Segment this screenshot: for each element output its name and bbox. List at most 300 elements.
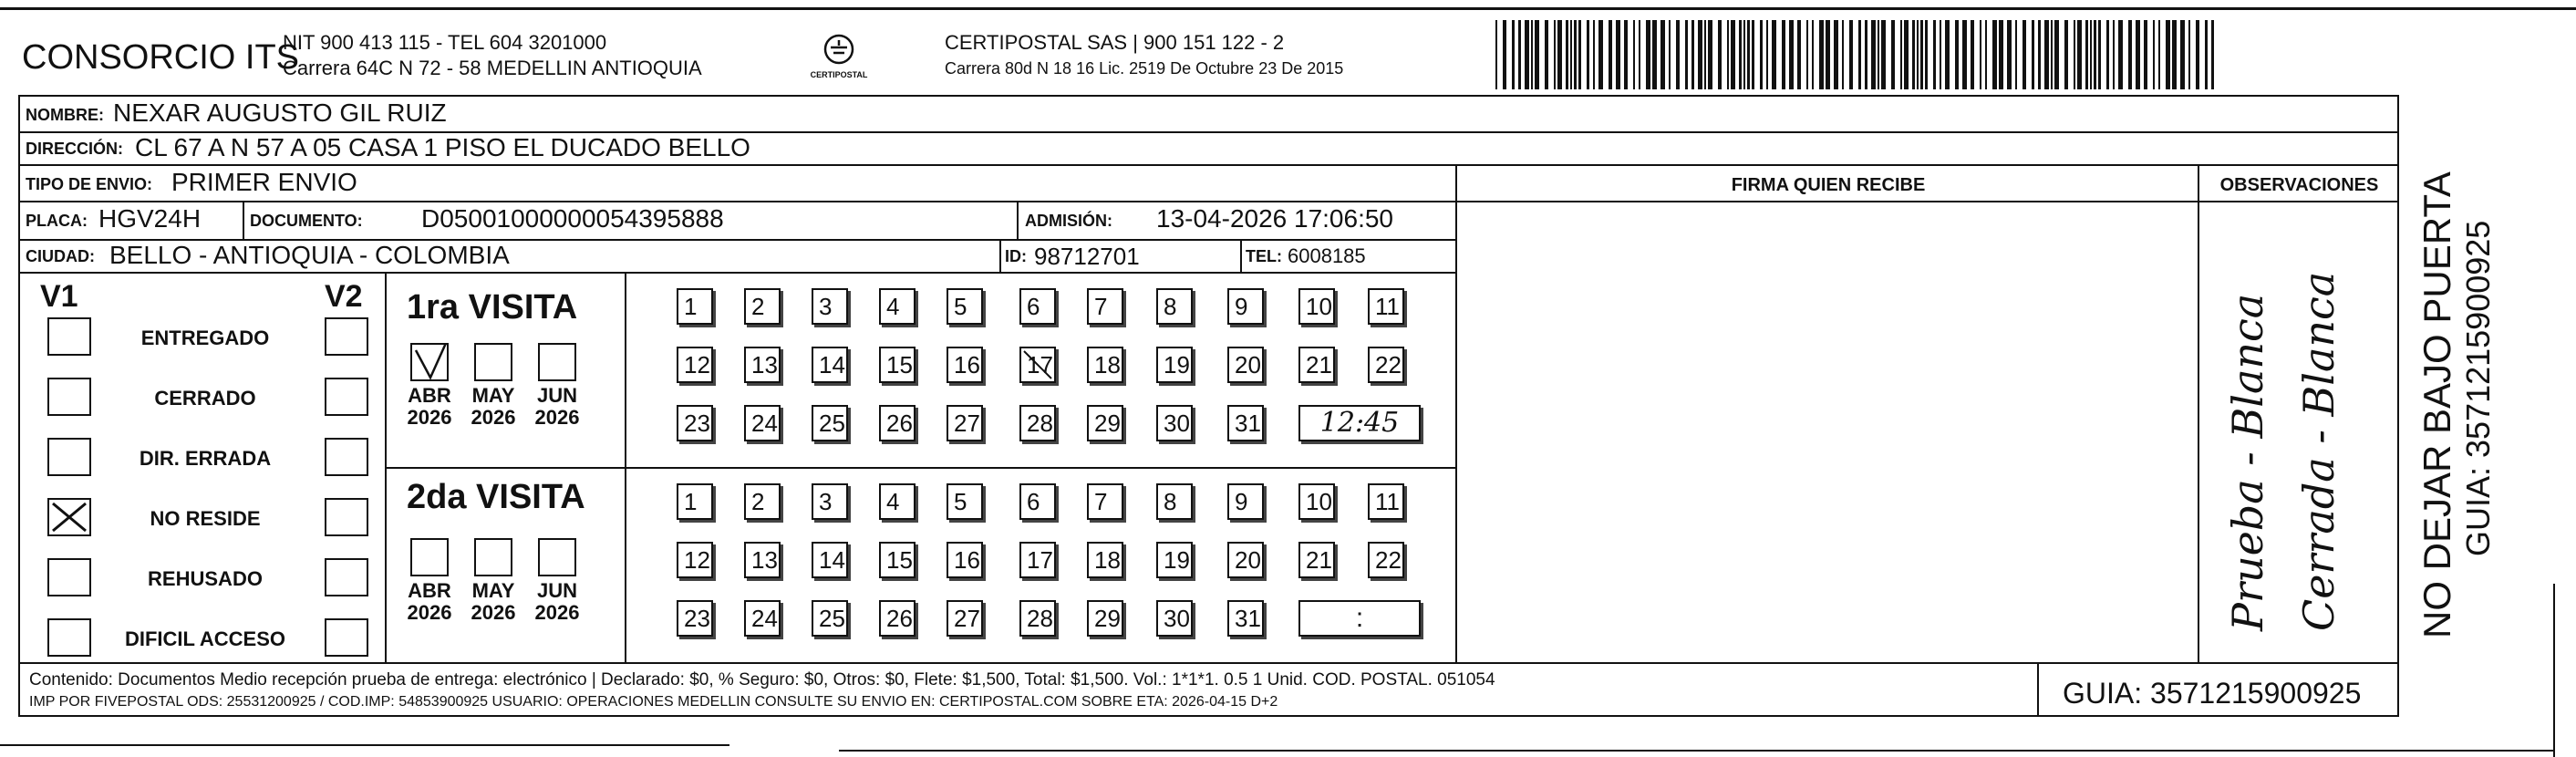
second-day-number: 31 [1235,605,1261,632]
second-day-box[interactable] [1227,600,1264,637]
barcode-bar [2113,20,2115,89]
first-day-number: 8 [1164,293,1177,320]
row-line [385,467,1455,469]
first-day-number: 5 [954,293,967,320]
first-day-box[interactable] [1368,288,1404,325]
barcode-bar [1531,20,1533,89]
footer-imp: IMP POR FIVEPOSTAL ODS: 25531200925 / COD.IMP: 54853900925 USUARIO: OPERACIONES MEDELLIN CONSULTE SU ENVIO EN: CERTIPOSTAL.COM SOBRE ETA: 2026-04-15 D+2 [29,694,1278,710]
first-day-number: 13 [751,351,778,378]
barcode-bar [1912,20,1915,89]
second-day-box[interactable] [1298,483,1335,520]
admision-value: 13-04-2026 17:06:50 [1156,204,1393,233]
v2-checkbox[interactable] [325,558,368,596]
second-day-number: 28 [1027,605,1053,632]
second-day-number: 5 [954,488,967,515]
barcode-bar [2196,20,2199,89]
second-day-number: 18 [1094,546,1121,574]
barcode-bar [1797,20,1801,89]
second-day-box[interactable] [879,542,916,578]
observaciones-label: OBSERVACIONES [2219,175,2379,195]
barcode-bar [1676,20,1680,89]
second-day-box[interactable] [677,600,713,637]
barcode-bar [1660,20,1665,89]
barcode-bar [1593,20,1595,89]
first-day-number: 28 [1027,410,1053,437]
second-day-box[interactable] [1156,600,1193,637]
barcode-bar [2064,20,2068,89]
barcode-bar [1587,20,1589,89]
row-line [18,272,1455,274]
second-day-box[interactable] [1087,483,1123,520]
barcode-bar [2038,20,2041,89]
placa-label: PLACA: [26,212,88,230]
x-mark-icon [49,500,89,534]
top-border [0,7,2576,10]
barcode-bar [2188,20,2190,89]
second-day-box[interactable] [947,542,983,578]
first-day-box[interactable] [812,405,848,441]
barcode-bar [1704,20,1706,89]
first-day-number: 11 [1375,293,1400,320]
second-month-name: MAY [471,579,515,602]
second-day-box[interactable] [1368,542,1404,578]
second-day-number: 29 [1094,605,1121,632]
side-no-dejar: NO DEJAR BAJO PUERTA [2416,171,2458,638]
company-nit: NIT 900 413 115 - TEL 604 3201000 [283,31,607,54]
barcode-bar [2180,20,2185,89]
second-day-number: 4 [886,488,900,515]
status-label: REHUSADO [148,567,263,590]
second-day-box[interactable] [879,600,916,637]
barcode-bar [1971,20,1974,89]
first-day-box[interactable] [1156,347,1193,383]
second-month-year: 2026 [471,601,516,624]
barcode-bar [1789,20,1794,89]
barcode-bar [2158,20,2160,89]
barcode-bar [2085,20,2088,89]
barcode-bar [2007,20,2012,89]
second-month-year: 2026 [534,601,580,624]
barcode-bar [1698,20,1702,89]
barcode-bar [1633,20,1635,89]
first-day-number: 9 [1235,293,1248,320]
second-day-number: 30 [1164,605,1190,632]
second-day-box[interactable] [744,600,781,637]
first-day-box[interactable] [1227,288,1264,325]
second-month-checkbox[interactable] [538,538,576,576]
barcode-bar [1718,20,1722,89]
v2-checkbox[interactable] [325,317,368,356]
second-day-box[interactable] [1087,600,1123,637]
second-day-number: 7 [1094,488,1108,515]
tel-value: 6008185 [1288,244,1366,267]
barcode-bar [1940,20,1941,89]
barcode-bar [1992,20,1997,89]
barcode-bar [1819,20,1824,89]
logo-text: CERTIPOSTAL [810,70,868,79]
first-time-value: 12:45 [1319,407,1400,439]
v1-checkbox[interactable] [47,317,91,356]
barcode-bar [2054,20,2059,89]
first-day-number: 19 [1164,351,1190,378]
col-line [625,272,626,662]
barcode-bar [1925,20,1928,89]
row-line [18,201,2399,202]
second-day-box[interactable] [812,542,848,578]
first-day-box[interactable] [947,347,983,383]
barcode-bar [1881,20,1886,89]
status-label: NO RESIDE [150,507,261,530]
tipo-envio-label: TIPO DE ENVIO: [26,175,153,193]
tel-label: TEL: [1246,247,1282,265]
barcode-bar [1955,20,1959,89]
id-value: 98712701 [1034,243,1140,270]
barcode-bar [1518,20,1521,89]
barcode-bar [1826,20,1830,89]
v2-checkbox[interactable] [325,618,368,657]
v2-label: V2 [325,279,363,314]
documento-value: D05001000000054395888 [421,204,724,233]
first-day-number: 6 [1027,293,1040,320]
second-day-box[interactable] [879,483,916,520]
first-day-box[interactable] [1227,347,1264,383]
first-month-checkbox[interactable] [410,343,449,381]
barcode-bar [1806,20,1808,89]
barcode-bar [1708,20,1712,89]
second-day-box[interactable] [1019,600,1056,637]
barcode-bar [1865,20,1867,89]
second-day-number: 8 [1164,488,1177,515]
first-day-number: 22 [1375,351,1402,378]
second-visit-title: 2da VISITA [407,478,585,516]
barcode-bar [2153,20,2155,89]
barcode-bar [1878,20,1879,89]
barcode-bar [2106,20,2109,89]
second-day-box[interactable] [947,600,983,637]
barcode-bar [1495,20,1497,89]
first-time-box[interactable] [1298,405,1421,441]
second-day-number: 26 [886,605,913,632]
second-time-box[interactable] [1298,600,1421,637]
first-day-number: 16 [954,351,980,378]
right-border [2553,584,2555,757]
second-month-year: 2026 [407,601,452,624]
documento-label: DOCUMENTO: [250,212,363,230]
nombre-label: NOMBRE: [26,106,104,124]
second-day-box[interactable] [1019,542,1056,578]
first-day-number: 25 [819,410,845,437]
barcode-bar [1554,20,1556,89]
first-day-number: 24 [751,410,778,437]
barcode-bar [1834,20,1838,89]
certipostal-nit: CERTIPOSTAL SAS | 900 151 122 - 2 [945,31,1285,54]
second-day-box[interactable] [947,483,983,520]
first-day-number: 17 [1027,351,1053,378]
second-month-name: JUN [536,579,577,602]
v1-checkbox[interactable] [47,558,91,596]
barcode-bar [1574,20,1577,89]
barcode-bar [1566,20,1568,89]
barcode-bar [2128,20,2132,89]
barcode-bar [1849,20,1853,89]
check-mark-icon [412,345,449,381]
first-day-box[interactable] [812,347,848,383]
second-day-box[interactable] [677,483,713,520]
col-line [243,201,244,239]
first-day-number: 1 [684,293,698,320]
first-day-box[interactable] [1156,405,1193,441]
first-day-number: 30 [1164,410,1190,437]
second-day-number: 3 [819,488,833,515]
first-day-box[interactable] [947,288,983,325]
v1-checkbox[interactable] [47,438,91,476]
barcode-bar [1945,20,1950,89]
first-day-number: 14 [819,351,845,378]
handwritten-note-2: Cerrada - Blanca [2294,271,2343,631]
first-day-number: 23 [684,410,710,437]
first-day-box[interactable] [1087,347,1123,383]
nombre-value: NEXAR AUGUSTO GIL RUIZ [113,99,447,127]
status-label: ENTREGADO [140,327,270,349]
second-day-box[interactable] [812,483,848,520]
second-month-checkbox[interactable] [474,538,512,576]
first-day-box[interactable] [879,347,916,383]
firma-label: FIRMA QUIEN RECIBE [1731,175,1926,195]
barcode-bar [1669,20,1671,89]
barcode-bar [1646,20,1650,89]
barcode [1495,20,2225,89]
first-day-box[interactable] [1156,288,1193,325]
barcode-bar [1578,20,1581,89]
barcode-bar [1652,20,1657,89]
barcode-bar [1535,20,1539,89]
barcode-bar [1570,20,1572,89]
status-label: DIFICIL ACCESO [124,627,285,650]
v2-checkbox[interactable] [325,378,368,416]
direccion-label: DIRECCIÓN: [26,140,123,158]
barcode-bar [1727,20,1729,89]
second-day-box[interactable] [1227,542,1264,578]
barcode-bar [1503,20,1506,89]
barcode-bar [1731,20,1735,89]
certipostal-address: Carrera 80d N 18 16 Lic. 2519 De Octubre 23 De 2015 [945,59,1344,78]
barcode-bar [2205,20,2208,89]
barcode-bar [1747,20,1750,89]
barcode-bar [2090,20,2092,89]
barcode-bar [1933,20,1936,89]
barcode-bar [1512,20,1515,89]
first-month-year: 2026 [407,406,452,429]
barcode-bar [1871,20,1876,89]
barcode-bar [1624,20,1628,89]
first-day-number: 7 [1094,293,1108,320]
tipo-envio-value: PRIMER ENVIO [171,168,357,196]
first-day-number: 21 [1306,351,1332,378]
first-day-box[interactable] [1087,405,1123,441]
second-day-number: 10 [1306,488,1332,515]
second-day-number: 27 [954,605,980,632]
v2-checkbox[interactable] [325,438,368,476]
second-day-box[interactable] [677,542,713,578]
first-day-box[interactable] [1087,288,1123,325]
barcode-bar [1999,20,2003,89]
first-day-box[interactable] [879,405,916,441]
bottom-border [0,744,729,746]
first-day-number: 15 [886,351,913,378]
first-day-box[interactable] [744,405,781,441]
first-day-box[interactable] [879,288,916,325]
barcode-bar [2044,20,2049,89]
first-month-name: ABR [408,384,451,407]
row-line [18,662,2399,664]
barcode-bar [1760,20,1763,89]
barcode-bar [2166,20,2170,89]
first-day-box[interactable] [947,405,983,441]
v1-label: V1 [40,279,78,314]
col-line [999,239,1001,272]
first-day-number: 31 [1235,410,1261,437]
second-day-number: 16 [954,546,980,574]
second-month-checkbox[interactable] [410,538,449,576]
barcode-bar [2094,20,2096,89]
day-cross-mark-icon [1021,348,1054,381]
barcode-bar [1891,20,1895,89]
second-day-number: 17 [1027,546,1053,574]
second-day-box[interactable] [812,600,848,637]
barcode-bar [1858,20,1861,89]
barcode-bar [1904,20,1909,89]
second-day-number: 12 [684,546,710,574]
second-day-number: 15 [886,546,913,574]
first-day-box[interactable] [1298,288,1335,325]
second-day-number: 13 [751,546,778,574]
barcode-bar [1917,20,1919,89]
barcode-bar [2015,20,2017,89]
second-day-number: 9 [1235,488,1248,515]
admision-label: ADMISIÓN: [1025,212,1112,230]
second-day-box[interactable] [1298,542,1335,578]
barcode-bar [1985,20,1987,89]
barcode-bar [1752,20,1754,89]
first-day-box[interactable] [677,347,713,383]
first-day-box[interactable] [1227,405,1264,441]
col-line [2037,662,2039,717]
second-day-box[interactable] [1368,483,1404,520]
col-line [1240,239,1242,272]
second-day-number: 24 [751,605,778,632]
first-day-box[interactable] [677,288,713,325]
company-address: Carrera 64C N 72 - 58 MEDELLIN ANTIOQUIA [283,57,702,79]
first-day-number: 10 [1306,293,1332,320]
first-month-year: 2026 [534,406,580,429]
barcode-bar [1557,20,1562,89]
first-day-number: 29 [1094,410,1121,437]
barcode-bar [2144,20,2147,89]
first-day-number: 27 [954,410,980,437]
first-day-box[interactable] [677,405,713,441]
barcode-bar [1766,20,1768,89]
barcode-bar [2118,20,2123,89]
v1-checkbox[interactable] [47,378,91,416]
barcode-bar [1739,20,1742,89]
first-day-number: 12 [684,351,710,378]
second-day-box[interactable] [744,542,781,578]
footer-guia: GUIA: 3571215900925 [2063,677,2362,710]
barcode-bar [1691,20,1694,89]
first-day-box[interactable] [1019,288,1056,325]
first-month-name: MAY [471,384,515,407]
second-day-number: 22 [1375,546,1402,574]
ciudad-value: BELLO - ANTIOQUIA - COLOMBIA [109,241,510,269]
status-label: DIR. ERRADA [139,447,272,470]
v1-checkbox[interactable] [47,618,91,657]
company-name: CONSORCIO ITS [22,38,300,77]
second-day-number: 21 [1306,546,1332,574]
barcode-bar [1920,20,1923,89]
barcode-bar [1743,20,1745,89]
first-month-checkbox[interactable] [538,343,576,381]
barcode-bar [1685,20,1688,89]
barcode-bar [1782,20,1785,89]
barcode-bar [2211,20,2214,89]
first-day-box[interactable] [744,347,781,383]
first-day-number: 4 [886,293,900,320]
first-day-number: 3 [819,293,833,320]
second-day-number: 14 [819,546,845,574]
first-day-box[interactable] [1298,347,1335,383]
second-day-box[interactable] [1156,542,1193,578]
first-day-box[interactable] [1019,347,1056,383]
first-day-number: 18 [1094,351,1121,378]
v2-checkbox[interactable] [325,498,368,536]
barcode-bar [2098,20,2101,89]
first-day-number: 20 [1235,351,1261,378]
placa-value: HGV24H [98,204,202,233]
certipostal-logo [810,29,868,84]
barcode-bar [2074,20,2075,89]
side-guia: GUIA: 3571215900925 [2459,220,2497,556]
barcode-bar [2136,20,2140,89]
second-time-value: : [1355,603,1364,633]
barcode-bar [1962,20,1967,89]
first-month-name: JUN [536,384,577,407]
barcode-bar [1639,20,1640,89]
second-day-box[interactable] [1087,542,1123,578]
barcode-bar [1980,20,1981,89]
second-day-box[interactable] [1019,483,1056,520]
barcode-bar [1772,20,1776,89]
second-day-number: 23 [684,605,710,632]
second-day-box[interactable] [1227,483,1264,520]
ciudad-label: CIUDAD: [26,247,95,265]
second-month-name: ABR [408,579,451,602]
second-day-box[interactable] [1156,483,1193,520]
second-day-box[interactable] [744,483,781,520]
direccion-value: CL 67 A N 57 A 05 CASA 1 PISO EL DUCADO BELLO [135,133,750,161]
row-line [18,164,2399,166]
first-day-box[interactable] [812,288,848,325]
v1-checkbox[interactable] [47,498,91,536]
first-month-year: 2026 [471,406,516,429]
first-day-box[interactable] [744,288,781,325]
first-day-box[interactable] [1019,405,1056,441]
first-month-checkbox[interactable] [474,343,512,381]
first-day-box[interactable] [1368,347,1404,383]
barcode-bar [1616,20,1620,89]
second-day-number: 2 [751,488,765,515]
footer-content: Contenido: Documentos Medio recepción prueba de entrega: electrónico | Declarado: $0, % Seguro: $0, Otros: $0, Flete: $1,500, Total: $1,500. Vol.: 1*1*1. 0.5 1 Unid. COD. POSTAL. 051054 [29,670,1495,690]
first-visit-title: 1ra VISITA [407,288,578,327]
